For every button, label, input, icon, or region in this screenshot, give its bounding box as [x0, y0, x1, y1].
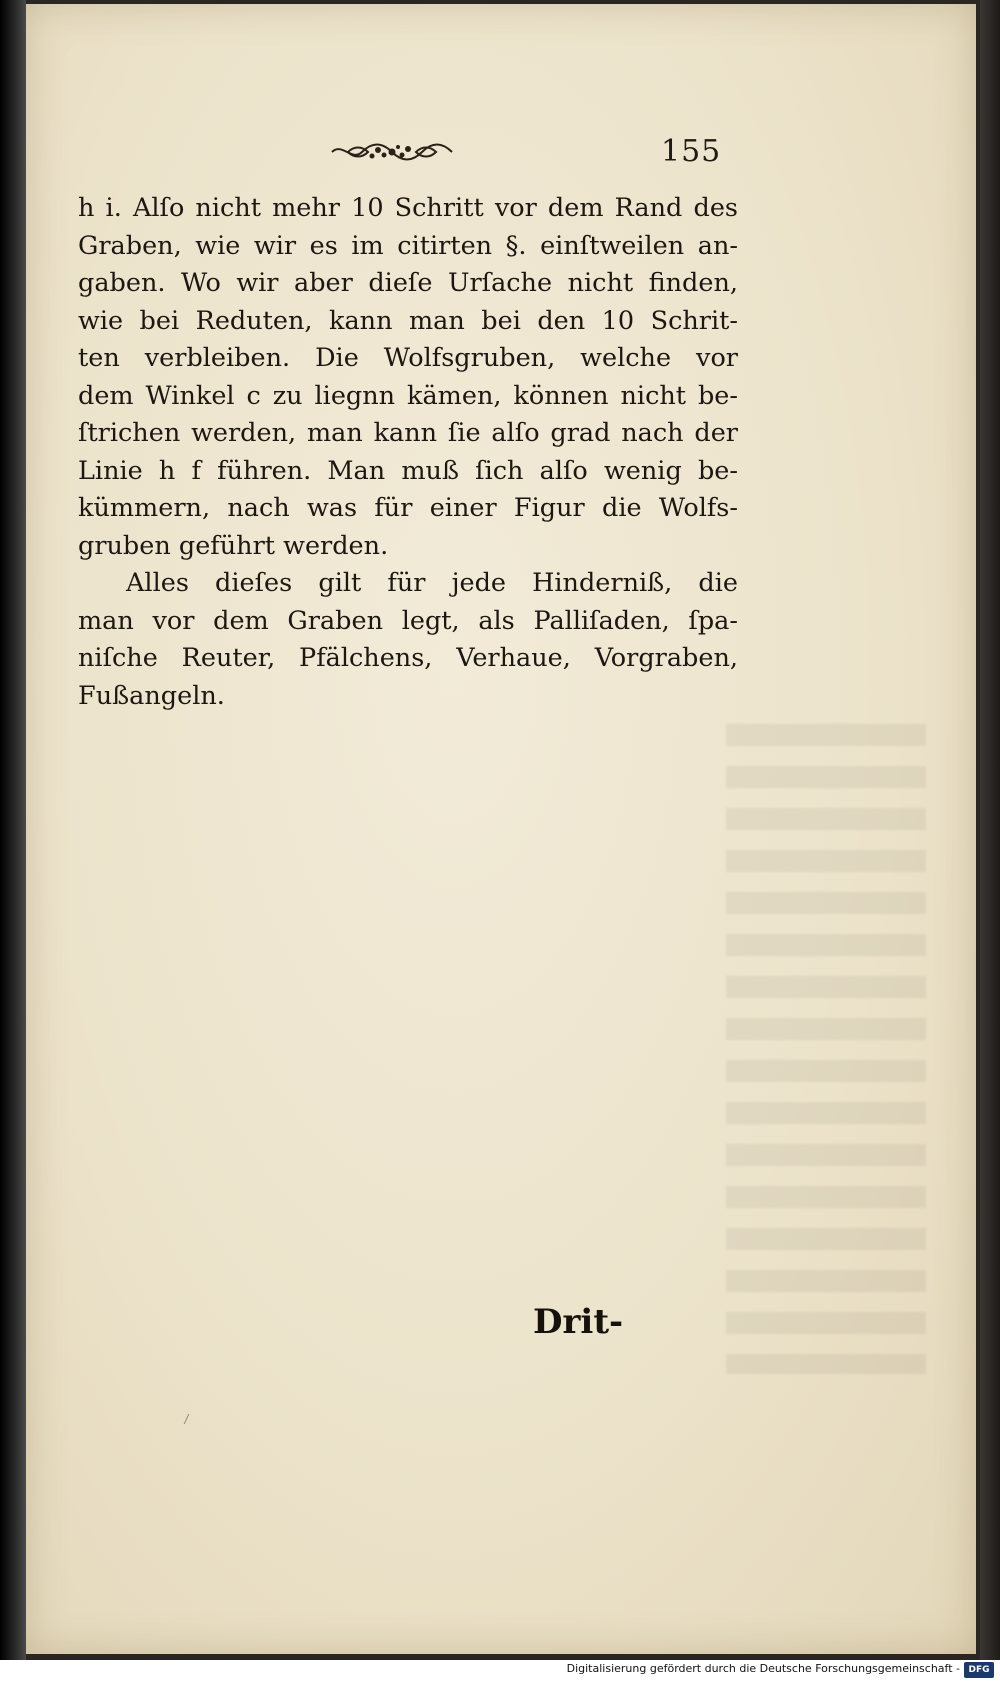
ornament-icon	[328, 138, 456, 166]
text-line: kümmern, nach was für einer Figur die Wolfs-	[78, 493, 738, 523]
text-line: Linie h f führen. Man muß ſich alſo wenig be-	[78, 455, 738, 486]
page-header	[26, 134, 976, 174]
catchword: Drit-	[533, 1302, 624, 1342]
pencil-mark	[184, 1414, 194, 1424]
funding-notice: Digitalisierung gefördert durch die Deutsche Forschungsgemeinschaft -	[566, 1662, 960, 1675]
text-line: wie bei Reduten, kann man bei den 10 Schrit-	[78, 305, 738, 336]
show-through-text	[726, 724, 926, 1374]
text-line: Alles dieſes gilt für jede Hinderniß, die	[126, 568, 738, 598]
text-line: gaben. Wo wir aber dieſe Urſache nicht finden,	[78, 268, 738, 298]
page-edge	[980, 0, 1000, 1660]
footer-bar	[0, 1660, 1000, 1681]
text-line: dem Winkel c zu liegnn kämen, können nicht be-	[78, 380, 738, 411]
text-line: niſche Reuter, Pfälchens, Verhaue, Vorgraben,	[78, 643, 738, 673]
text-line: ſtrichen werden, man kann ſie alſo grad nach der	[78, 418, 738, 448]
body-text	[78, 190, 738, 715]
book-page	[26, 4, 976, 1654]
text-line: Fußangeln.	[78, 680, 225, 711]
dfg-logo-icon: DFG	[964, 1662, 994, 1678]
text-line: man vor dem Graben legt, als Palliſaden, ſpa-	[78, 605, 738, 636]
text-line: h i. Alſo nicht mehr 10 Schritt vor dem Rand des	[78, 193, 738, 223]
text-line: Graben, wie wir es im citirten §. einſtweilen an-	[78, 230, 738, 261]
text-line: gruben geführt werden.	[78, 530, 389, 561]
text-line: ten verbleiben. Die Wolfsgruben, welche vor	[78, 343, 738, 373]
page-number: 155	[661, 134, 722, 169]
binding-edge	[0, 0, 26, 1660]
